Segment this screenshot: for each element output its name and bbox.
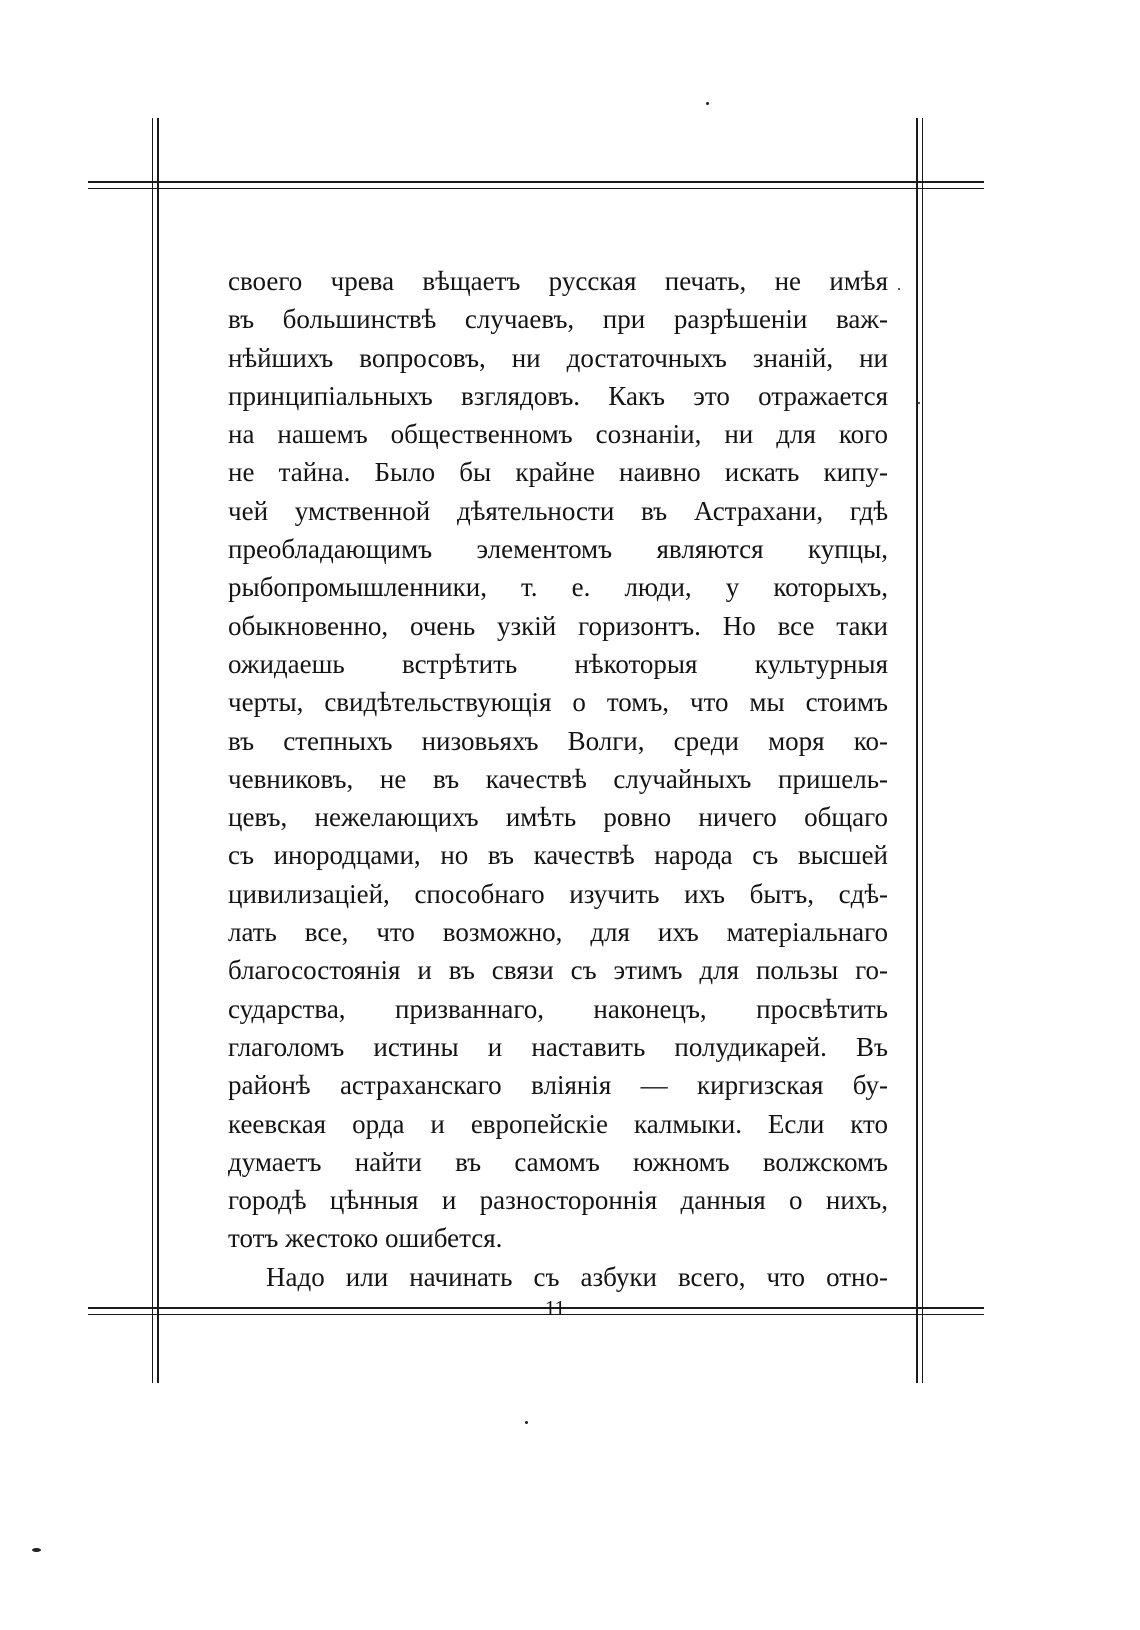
text-line: Надо или начинать съ азбуки всего, что отно- xyxy=(266,1261,888,1292)
text-line: думаетъ найти въ самомъ южномъ волжскомъ xyxy=(228,1146,888,1177)
frame-right-rule-outer xyxy=(916,118,918,1383)
text-line: лать все, что возможно, для ихъ матеріальнаго xyxy=(228,917,888,948)
text-line: преобладающимъ элементомъ являются купцы, xyxy=(228,534,888,565)
text-line: въ большинствѣ случаевъ, при разрѣшеніи важ- xyxy=(228,304,888,335)
frame-top-rule-inner xyxy=(88,188,984,189)
text-line: принципіальныхъ взглядовъ. Какъ это отражается xyxy=(228,380,888,411)
text-line: рыбопромышленники, т. е. люди, у которыхъ, xyxy=(228,572,888,603)
frame-top-rule-outer xyxy=(88,181,984,183)
text-line: чей умственной дѣятельности въ Астрахани, гдѣ xyxy=(228,495,888,526)
text-line: не тайна. Было бы крайне наивно искать кипу- xyxy=(228,457,888,488)
frame-right-rule-inner xyxy=(922,118,923,1383)
text-line: сударства, призваннаго, наконецъ, просвѣтить xyxy=(228,993,888,1024)
text-line: цивилизаціей, способнаго изучить ихъ бытъ, сдѣ- xyxy=(228,878,888,909)
page-number: 11 xyxy=(544,1296,566,1320)
frame-left-rule-outer xyxy=(152,118,153,1383)
text-line: въ степныхъ низовьяхъ Волги, среди моря ко- xyxy=(228,725,888,756)
text-line: черты, свидѣтельствующія о томъ, что мы стоимъ xyxy=(228,687,888,718)
text-line: тотъ жестоко ошибется. xyxy=(228,1223,503,1254)
scan-speck xyxy=(918,402,920,404)
text-line: глаголомъ истины и наставить полудикарей. Въ xyxy=(228,1031,888,1062)
text-line: кеевская орда и европейскіе калмыки. Если кто xyxy=(228,1108,888,1139)
text-line: ожидаешь встрѣтить нѣкоторыя культурныя xyxy=(228,648,888,679)
text-line: съ инородцами, но въ качествѣ народа съ высшей xyxy=(228,840,888,871)
text-line: обыкновенно, очень узкій горизонтъ. Но все таки xyxy=(228,610,888,641)
text-line: благосостоянія и въ связи съ этимъ для пользы го- xyxy=(228,955,888,986)
text-line: чевниковъ, не въ качествѣ случайныхъ пришель- xyxy=(228,763,888,794)
frame-left-rule-inner xyxy=(157,118,159,1383)
scan-speck xyxy=(32,1548,41,1552)
scan-speck xyxy=(898,288,900,290)
body-text xyxy=(228,262,888,1296)
text-line: цевъ, нежелающихъ имѣть ровно ничего общаго xyxy=(228,802,888,833)
scan-speck xyxy=(525,1421,528,1424)
text-line: на нашемъ общественномъ сознаніи, ни для кого xyxy=(228,419,888,450)
scan-speck xyxy=(706,102,709,105)
text-line: городѣ цѣнныя и разностороннія данныя о нихъ, xyxy=(228,1185,888,1216)
text-line: районѣ астраханскаго вліянія — киргизская бу- xyxy=(228,1070,888,1101)
text-line: своего чрева вѣщаетъ русская печать, не имѣя xyxy=(228,266,888,296)
text-line: нѣйшихъ вопросовъ, ни достаточныхъ знаній, ни xyxy=(228,342,888,373)
